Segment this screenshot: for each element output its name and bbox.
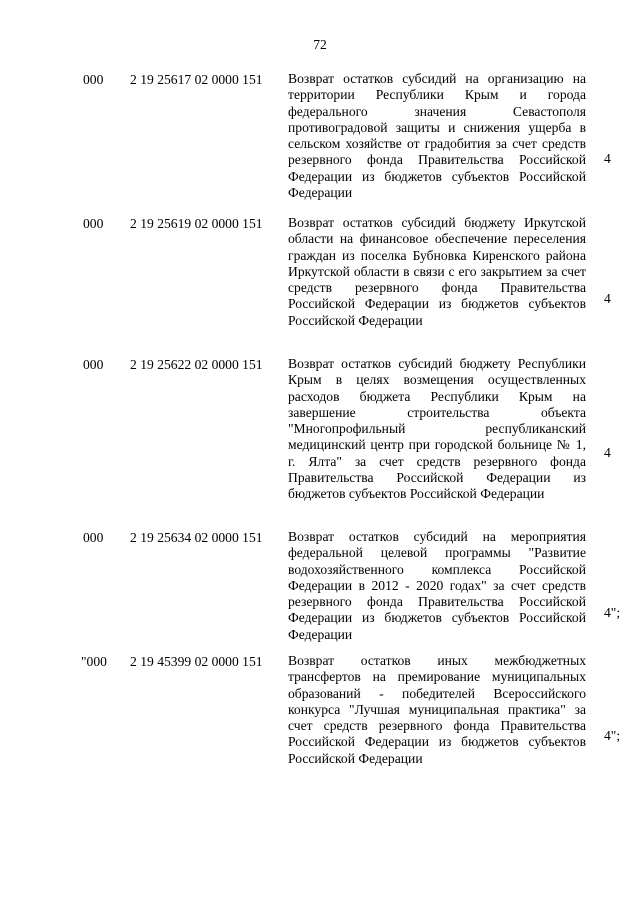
row-value: 4";	[604, 605, 621, 620]
page-number: 72	[313, 37, 327, 52]
admin-code: 000	[83, 72, 104, 87]
row-description: Возврат остатков субсидий бюджету Иркутской области на финансовое обеспечение переселения граждан из поселка Бубновка Киренского района Иркутской области в связи с его закрытием за счет средств резервного фонда Правительства Российской Федерации из бюджетов субъектов Российской Федерации	[288, 215, 586, 328]
table-row	[0, 653, 640, 798]
admin-code: 000	[83, 530, 104, 545]
row-description: Возврат остатков субсидий бюджету Республики Крым в целях возмещения осуществленных расходов бюджета Республики Крым на завершение строительства объекта "Многопрофильный республиканский медицинский центр при городской больнице № 1, г. Ялта" за счет средств резервного фонда Правительства Российской Федерации из бюджетов субъектов Российской Федерации	[288, 356, 586, 502]
table-row	[0, 529, 640, 653]
row-value: 4	[604, 151, 611, 166]
budget-code: 2 19 25617 02 0000 151	[130, 72, 263, 87]
row-description: Возврат остатков субсидий на организацию на территории Республики Крым и города федерального значения Севастополя противоградовой защиты и снижения ущерба в сельском хозяйстве от градобития за счет средств резервного фонда Правительства Российской Федерации из бюджетов субъектов Российской Федерации	[288, 71, 586, 201]
row-value: 4";	[604, 728, 621, 743]
row-value: 4	[604, 291, 611, 306]
table-row	[0, 215, 640, 356]
table-row	[0, 356, 640, 529]
budget-codes-table	[0, 71, 640, 798]
table-row	[0, 71, 640, 215]
budget-code: 2 19 25634 02 0000 151	[130, 530, 263, 545]
budget-code: 2 19 45399 02 0000 151	[130, 654, 263, 669]
admin-code: 000	[83, 216, 104, 231]
row-description: Возврат остатков иных межбюджетных трансфертов на премирование муниципальных образований - победителей Всероссийского конкурса "Лучшая муниципальная практика" за счет средств резервного фонда Правительства Российской Федерации из бюджетов субъектов Российской Федерации	[288, 653, 586, 766]
admin-code: 000	[83, 357, 104, 372]
budget-code: 2 19 25619 02 0000 151	[130, 216, 263, 231]
budget-code: 2 19 25622 02 0000 151	[130, 357, 263, 372]
admin-code: "000	[81, 654, 107, 669]
row-value: 4	[604, 445, 611, 460]
row-description: Возврат остатков субсидий на мероприятия федеральной целевой программы "Развитие водохозяйственного комплекса Российской Федерации в 2012 - 2020 годах" за счет средств резервного фонда Правительства Российской Федерации из бюджетов субъектов Российской Федерации	[288, 529, 586, 642]
